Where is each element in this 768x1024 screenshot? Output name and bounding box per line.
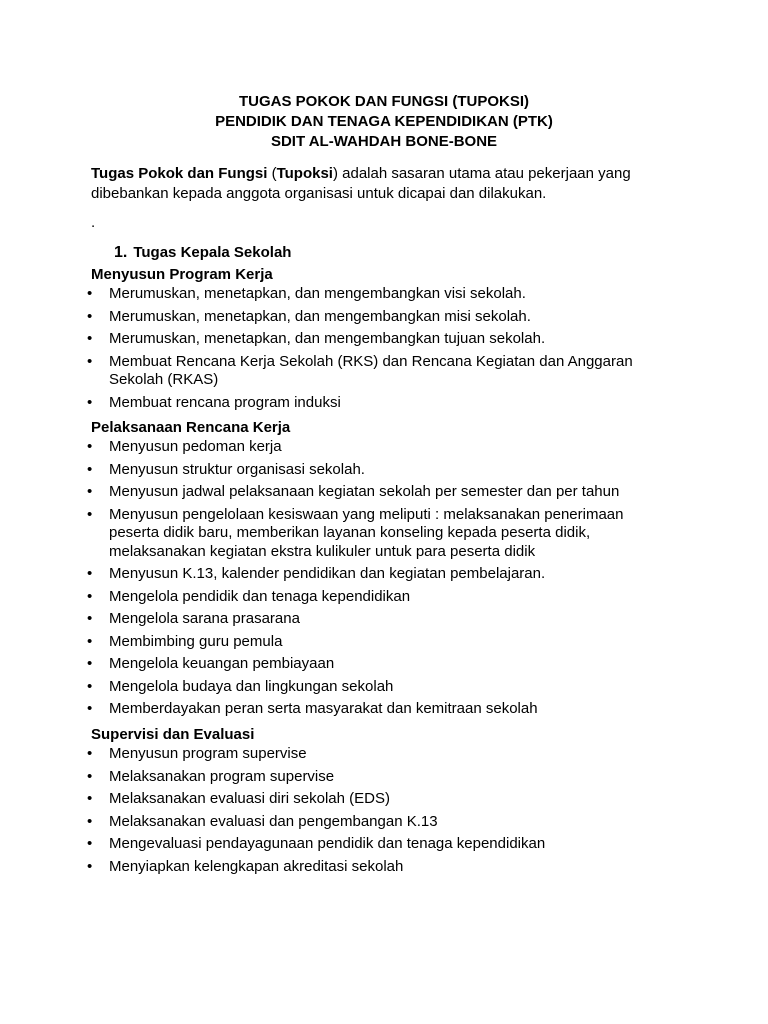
list-item: • Merumuskan, menetapkan, dan mengembangkan misi sekolah. bbox=[91, 308, 649, 327]
list-item: • Mengelola keuangan pembiayaan bbox=[91, 655, 649, 674]
stray-dot: . bbox=[91, 214, 96, 231]
list-item: • Membuat Rencana Kerja Sekolah (RKS) dan Rencana Kegiatan dan Anggaran Sekolah (RKAS) bbox=[91, 353, 649, 390]
supervisi-list bbox=[91, 745, 649, 876]
list-item: • Mengelola pendidik dan tenaga kependidikan bbox=[91, 588, 649, 607]
title-line-1: TUGAS POKOK DAN FUNGSI (TUPOKSI) bbox=[238, 93, 529, 110]
list-item: • Menyusun pengelolaan kesiswaan yang meliputi : melaksanakan penerimaan peserta didik baru, memberikan layanan konseling kepada peserta didik, melaksanakan kegiatan ekstra kulikuler untuk para peserta didik bbox=[91, 506, 649, 562]
pelaksanaan-list bbox=[91, 438, 649, 719]
list-item: • Menyiapkan kelengkapan akreditasi sekolah bbox=[91, 858, 649, 877]
intro-bold-abbrev: Tupoksi bbox=[276, 165, 333, 182]
list-item: • Merumuskan, menetapkan, dan mengembangkan tujuan sekolah. bbox=[91, 330, 649, 349]
program-kerja-section bbox=[91, 265, 649, 416]
list-item: • Menyusun struktur organisasi sekolah. bbox=[91, 461, 649, 480]
document-title-block bbox=[0, 92, 768, 152]
list-item: • Mengevaluasi pendayagunaan pendidik dan tenaga kependidikan bbox=[91, 835, 649, 854]
pelaksanaan-heading: Pelaksanaan Rencana Kerja bbox=[91, 419, 291, 436]
title-line-3: SDIT AL-WAHDAH BONE-BONE bbox=[270, 133, 498, 150]
list-item: • Melaksanakan evaluasi diri sekolah (EDS) bbox=[91, 790, 649, 809]
section-1-number: 1. bbox=[114, 244, 128, 261]
list-item: • Merumuskan, menetapkan, dan mengembangkan visi sekolah. bbox=[91, 285, 649, 304]
list-item: • Menyusun jadwal pelaksanaan kegiatan sekolah per semester dan per tahun bbox=[91, 483, 649, 502]
program-kerja-list bbox=[91, 285, 649, 412]
section-1-title: Tugas Kepala Sekolah bbox=[133, 244, 292, 261]
section-1-heading bbox=[114, 243, 291, 263]
intro-rest: ) adalah sasaran utama atau pekerjaan yang dibebankan kepada anggota organisasi untuk dicapai dan dilakukan. bbox=[91, 165, 631, 202]
supervisi-section bbox=[91, 725, 649, 880]
list-item: • Membuat rencana program induksi bbox=[91, 394, 649, 413]
pelaksanaan-section bbox=[91, 418, 649, 723]
list-item: • Melaksanakan program supervise bbox=[91, 768, 649, 787]
list-item: • Mengelola sarana prasarana bbox=[91, 610, 649, 629]
list-item: • Melaksanakan evaluasi dan pengembangan K.13 bbox=[91, 813, 649, 832]
supervisi-heading: Supervisi dan Evaluasi bbox=[91, 726, 255, 743]
list-item: • Menyusun program supervise bbox=[91, 745, 649, 764]
intro-paragraph bbox=[91, 164, 651, 204]
intro-paren-open: ( bbox=[267, 165, 277, 182]
list-item: • Menyusun K.13, kalender pendidikan dan kegiatan pembelajaran. bbox=[91, 565, 649, 584]
title-line-2: PENDIDIK DAN TENAGA KEPENDIDIKAN (PTK) bbox=[215, 113, 553, 130]
list-item: • Menyusun pedoman kerja bbox=[91, 438, 649, 457]
list-item: • Mengelola budaya dan lingkungan sekolah bbox=[91, 678, 649, 697]
list-item: • Membimbing guru pemula bbox=[91, 633, 649, 652]
program-kerja-heading: Menyusun Program Kerja bbox=[91, 266, 273, 283]
intro-bold-term: Tugas Pokok dan Fungsi bbox=[91, 165, 268, 182]
list-item: • Memberdayakan peran serta masyarakat dan kemitraan sekolah bbox=[91, 700, 649, 719]
